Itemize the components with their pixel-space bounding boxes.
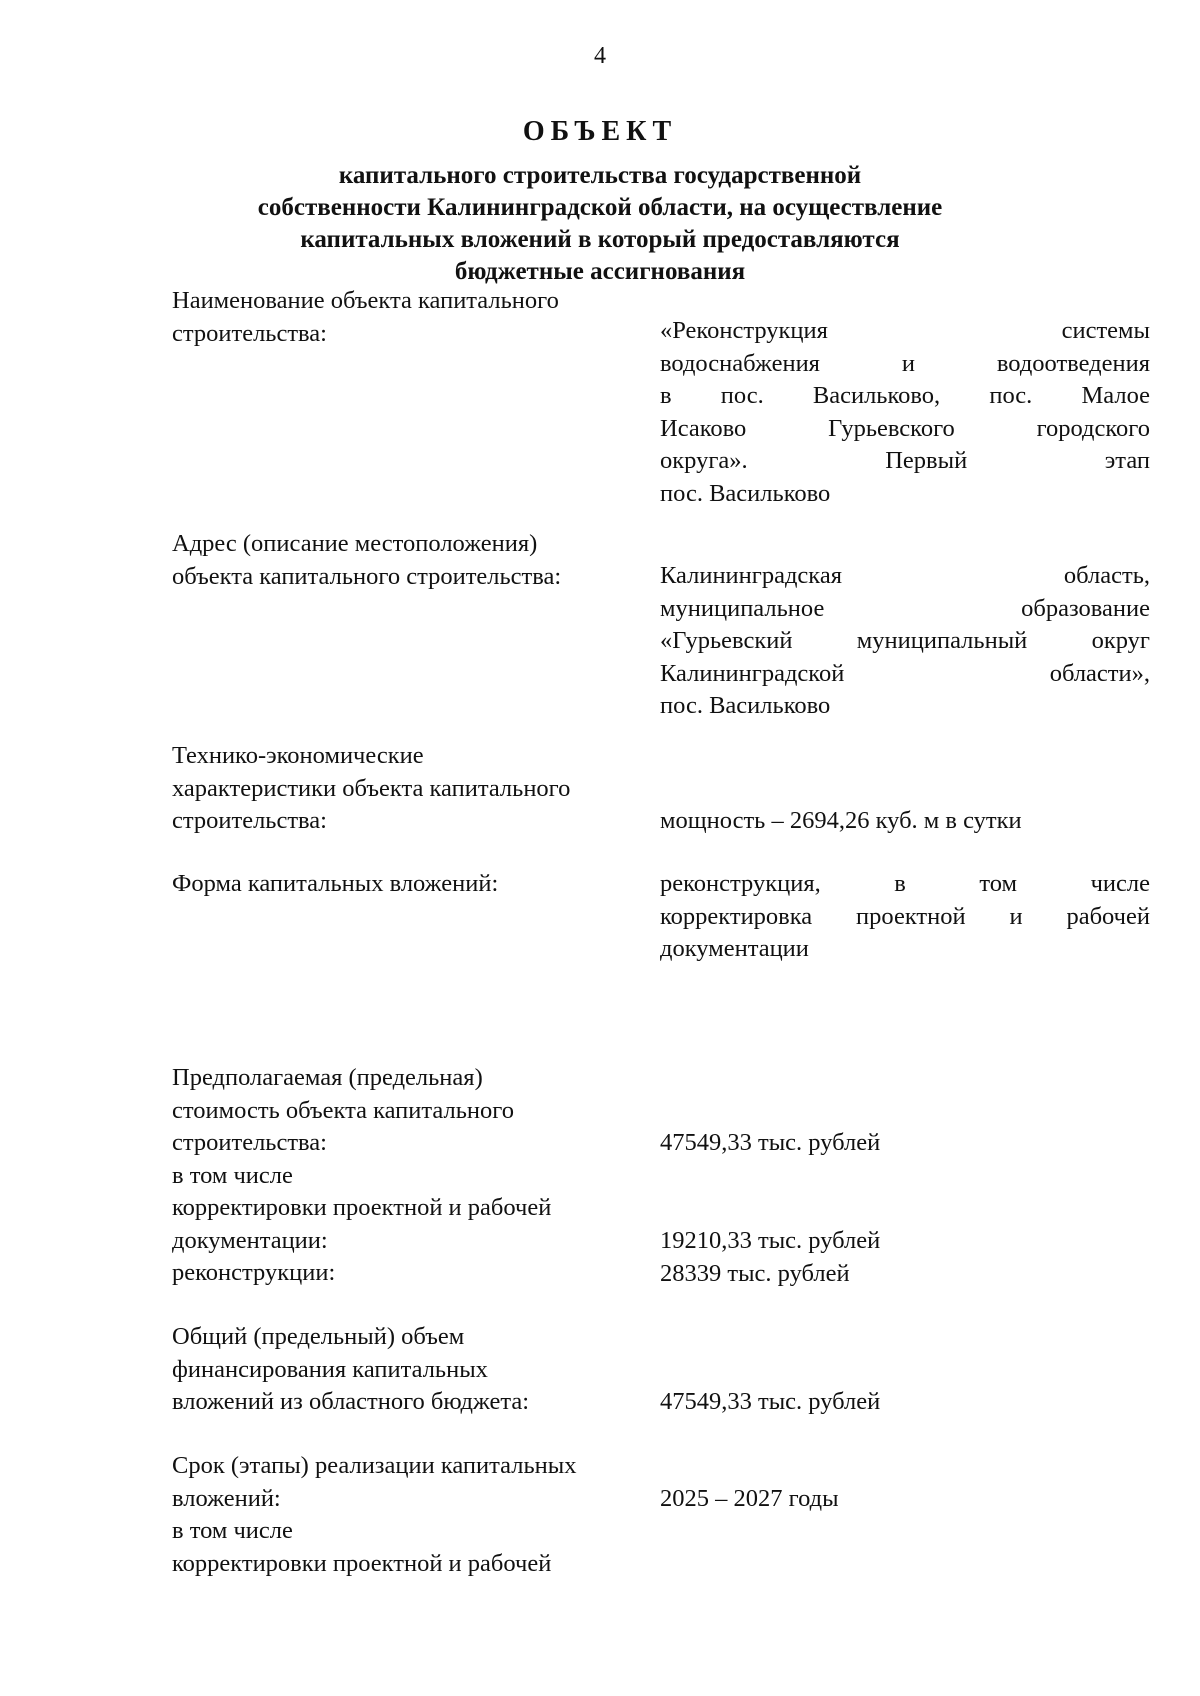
value-word: числе	[1090, 870, 1150, 897]
value-line: пос. Васильково	[660, 692, 831, 719]
label-line: характеристики объекта капитального	[172, 774, 571, 802]
label-line: строительства:	[172, 1129, 327, 1156]
value-line	[660, 625, 1150, 658]
label-line: стоимость объекта капитального	[172, 1096, 514, 1124]
value-word: проектной	[856, 902, 966, 930]
term-label	[172, 1450, 672, 1580]
label-line: строительства:	[172, 319, 327, 347]
form-label	[172, 868, 672, 901]
label-line: строительства:	[172, 807, 327, 834]
heading-line: бюджетные ассигнования	[454, 258, 746, 285]
value-line	[660, 348, 1150, 381]
financing-label	[172, 1321, 672, 1419]
value-word: области»,	[1049, 659, 1150, 687]
label-line: корректировки проектной и рабочей	[172, 1194, 552, 1221]
address-label	[172, 528, 672, 593]
heading-line: капитального строительства государственной	[338, 162, 862, 189]
value-word: округа».	[660, 447, 748, 474]
label-line: объекта капитального строительства:	[172, 562, 562, 590]
value-line: 47549,33 тыс. рублей	[660, 1388, 881, 1415]
value-word: Калининградская	[660, 562, 842, 589]
label-line: Общий (предельный) объем	[172, 1323, 465, 1350]
value-line	[660, 413, 1150, 446]
label-line: в том числе	[172, 1161, 293, 1189]
value-word: в	[894, 870, 906, 897]
value-word: Васильково,	[812, 382, 941, 409]
heading-line: собственности Калининградской области, на осуществление	[257, 194, 943, 221]
label-line: Адрес (описание местоположения)	[172, 530, 538, 557]
value-word: корректировка	[660, 902, 813, 930]
financing-value	[660, 1386, 1150, 1419]
value-line	[660, 315, 1150, 348]
value-line	[660, 445, 1150, 478]
label-line: корректировки проектной и рабочей	[172, 1549, 552, 1577]
label-line: вложений:	[172, 1484, 281, 1512]
value-line: документации	[660, 935, 809, 962]
value-word: системы	[1061, 317, 1150, 344]
value-word: водоснабжения	[660, 349, 820, 377]
value-word: в	[660, 382, 672, 409]
label-line: Предполагаемая (предельная)	[172, 1064, 483, 1091]
cost-breakdown-value	[660, 1225, 1150, 1290]
value-line	[660, 658, 1150, 691]
value-word: и	[901, 349, 915, 377]
specs-value	[660, 805, 1150, 838]
value-line: 2025 – 2027 годы	[660, 1485, 839, 1512]
value-word: и	[1009, 902, 1023, 930]
heading-title: ОБЪЕКТ	[522, 116, 678, 147]
specs-label	[172, 740, 672, 838]
label-line: финансирования капитальных	[172, 1355, 488, 1383]
label-line: Форма капитальных вложений:	[172, 870, 499, 897]
value-word: пос.	[720, 382, 764, 409]
document-heading	[220, 112, 980, 288]
value-word: водоотведения	[996, 349, 1150, 377]
value-word: Исаково	[660, 414, 747, 442]
value-line	[660, 593, 1150, 626]
cost-total-value	[660, 1127, 1150, 1160]
value-line: пос. Васильково	[660, 479, 831, 507]
address-value	[660, 560, 1150, 723]
label-line: Технико-экономические	[172, 742, 424, 769]
value-line	[660, 868, 1150, 901]
value-line: мощность – 2694,26 куб. м в сутки	[660, 807, 1022, 834]
value-line	[660, 560, 1150, 593]
value-word: Малое	[1081, 382, 1150, 409]
value-word: Первый	[885, 447, 968, 474]
label-line: документации:	[172, 1226, 328, 1254]
value-word: этап	[1104, 447, 1150, 474]
value-word: муниципальное	[660, 594, 825, 622]
value-word: том	[979, 870, 1018, 897]
name-label	[172, 285, 672, 350]
heading-line: капитальных вложений в который предоставляются	[300, 226, 900, 253]
cost-label	[172, 1062, 672, 1290]
value-word: Гурьевского	[828, 414, 955, 442]
value-word: область,	[1063, 562, 1150, 589]
value-word: муниципальный	[856, 627, 1028, 654]
label-line: Срок (этапы) реализации капитальных	[172, 1452, 577, 1479]
value-line	[660, 901, 1150, 934]
value-word: пос.	[989, 382, 1033, 409]
name-value	[660, 315, 1150, 510]
label-line: Наименование объекта капитального	[172, 287, 559, 314]
value-word: рабочей	[1066, 902, 1150, 930]
value-word: реконструкция,	[660, 870, 821, 897]
label-line: в том числе	[172, 1517, 293, 1544]
form-value	[660, 868, 1150, 966]
value-word: «Реконструкция	[660, 317, 828, 344]
value-word: городского	[1036, 414, 1150, 442]
value-line: 28339 тыс. рублей	[660, 1259, 850, 1287]
value-line: 19210,33 тыс. рублей	[660, 1227, 881, 1254]
value-line: 47549,33 тыс. рублей	[660, 1129, 881, 1156]
label-line: реконструкции:	[172, 1259, 336, 1286]
term-value	[660, 1483, 1150, 1516]
label-line: вложений из областного бюджета:	[172, 1388, 530, 1415]
page-number: 4	[594, 43, 606, 69]
value-word: «Гурьевский	[660, 627, 793, 654]
value-line	[660, 380, 1150, 413]
value-word: Калининградской	[660, 659, 845, 687]
value-word: образование	[1021, 594, 1150, 622]
value-word: округ	[1091, 627, 1150, 654]
